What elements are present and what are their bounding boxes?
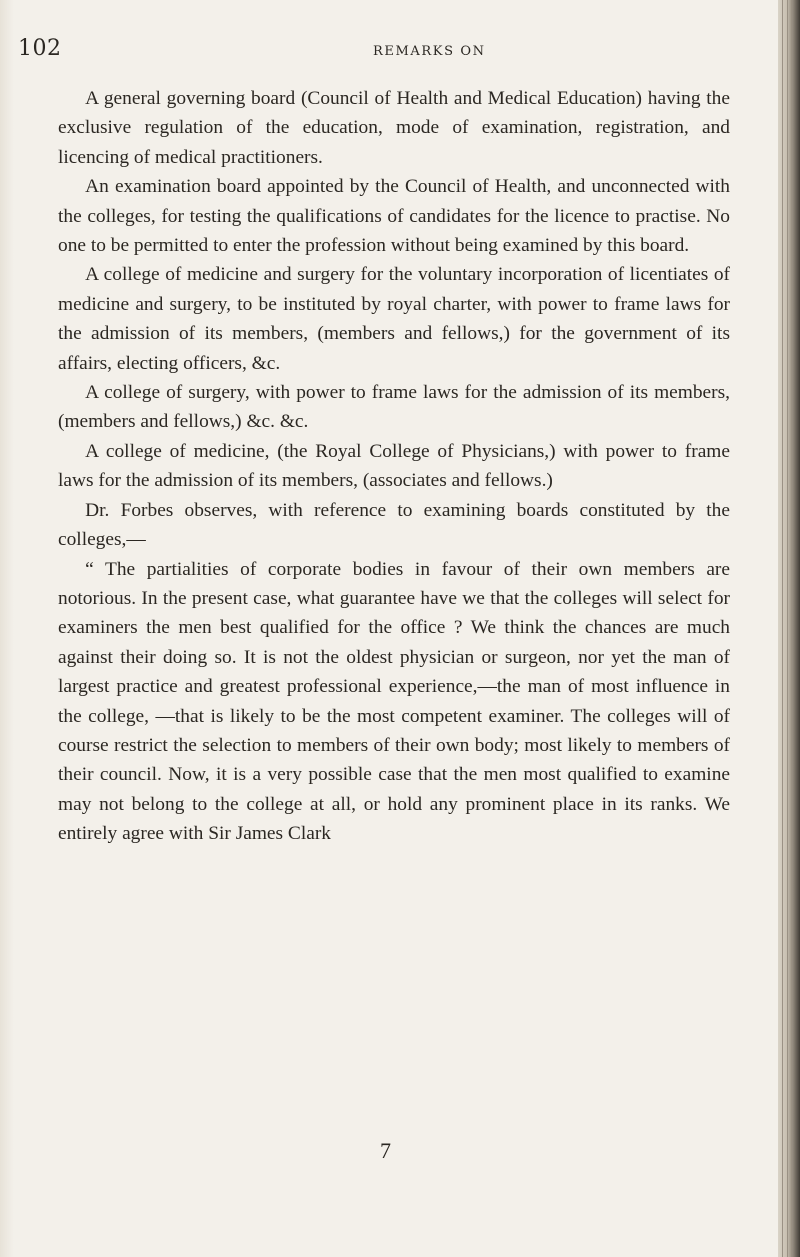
book-edge xyxy=(778,0,800,1257)
edge-line xyxy=(782,0,783,1257)
edge-line xyxy=(791,0,792,1257)
paragraph-college-surgery: A college of surgery, with power to frame laws for the admission of its members, (members and fellows,) &c. &c. xyxy=(58,382,730,433)
paragraph-council-of-health: A general governing board (Council of Health and Medical Education) having the exclusive regulation of the education, mode of examination, registration, and licencing of medical practitioners. xyxy=(58,88,730,168)
paragraph-quotation: “ The partialities of corporate bodies in favour of their own members are notorious. In the present case, what guarantee have we that the colleges will select for examiners the men best qualified for the office ? We think the chances are much against their doing so. It is not the oldest physician or surgeon, nor yet the man of largest practice and greatest professional experience,—the man of most influence in the college, —that is likely to be the most competent examiner. The colleges will of course restrict the selection to members of their own body; most likely to members of their council. Now, it is a very possible case that the men most qualified to examine may not belong to the college at all, or hold any prominent place in its ranks. We entirely agree with Sir James Clark xyxy=(58,558,730,845)
paragraph-dr-forbes: Dr. Forbes observes, with reference to examining boards constituted by the colleges,— xyxy=(58,499,730,551)
page-gutter-shade xyxy=(0,0,14,1257)
paragraph-examination-board: An examination board appointed by the Council of Health, and unconnected with the colleges, for testing the qualifications of candidates for the licence to practise. No one to be permitted to enter the profession without being examined by this board. xyxy=(58,176,730,257)
paragraph-college-medicine: A college of medicine, (the Royal College of Physicians,) with power to frame laws for the admission of its members, (associates and fellows.) xyxy=(58,440,730,492)
edge-line xyxy=(787,0,788,1257)
page-number: 102 xyxy=(18,36,62,61)
body-text xyxy=(58,84,730,849)
signature-mark: 7 xyxy=(380,1138,391,1163)
running-head: REMARKS ON xyxy=(373,44,486,59)
page-header xyxy=(0,36,778,66)
paragraph-college-medicine-surgery: A college of medicine and surgery for the voluntary incorporation of licentiates of medicine and surgery, to be instituted by royal charter, with power to frame laws for the admission of its members, (members and fellows,) for the government of its affairs, electing officers, &c. xyxy=(58,264,730,374)
